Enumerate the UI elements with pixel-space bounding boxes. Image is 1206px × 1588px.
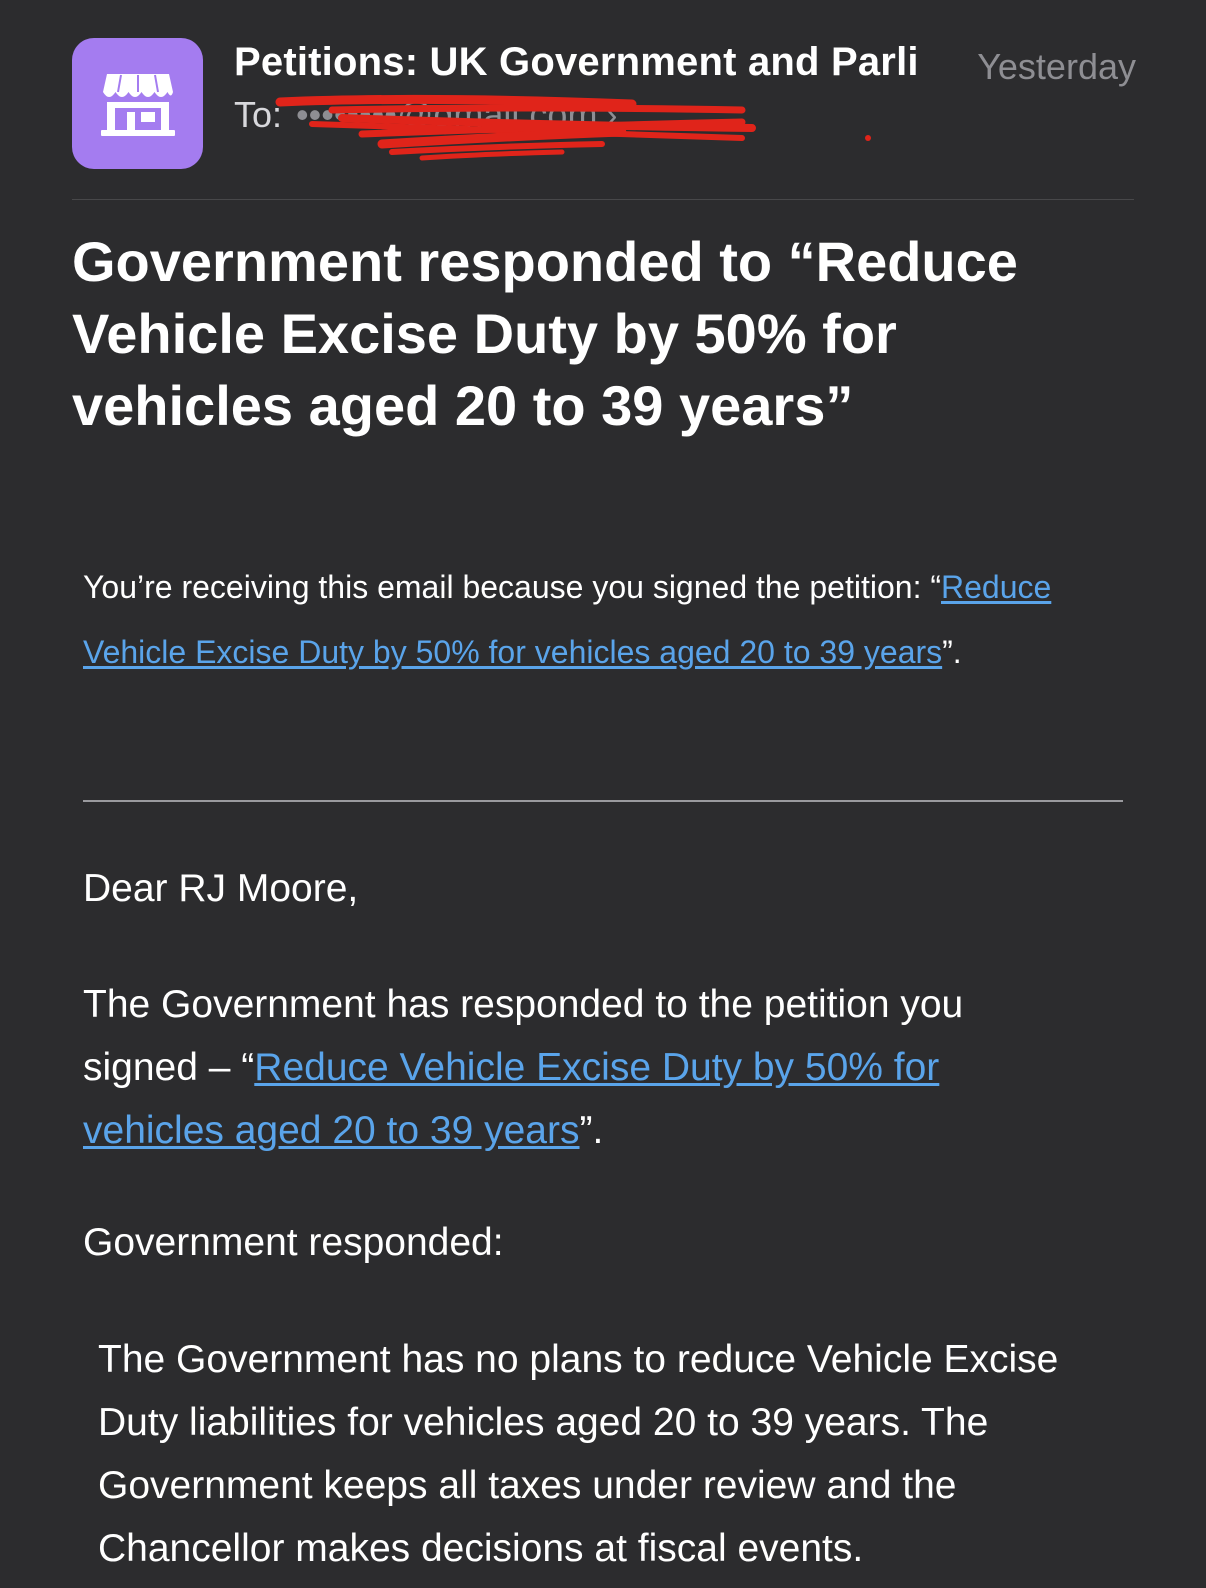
petition-link-2[interactable]: Reduce Vehicle Excise Duty by 50% for vehicles aged 20 to 39 years bbox=[83, 1046, 940, 1152]
response-notice bbox=[83, 973, 1083, 1162]
received-date: Yesterday bbox=[977, 46, 1136, 87]
recipient-row[interactable] bbox=[234, 94, 617, 136]
intro-text-after: ”. bbox=[942, 634, 962, 670]
email-subject: Government responded to “Reduce Vehicle Excise Duty by 50% for vehicles aged 20 to 39 years” bbox=[72, 230, 1018, 437]
email-body bbox=[83, 555, 1123, 1570]
section-divider bbox=[83, 800, 1123, 802]
to-label: To: bbox=[234, 94, 283, 135]
response-notice-after: ”. bbox=[579, 1109, 604, 1152]
intro-text bbox=[83, 555, 1123, 685]
email-header bbox=[72, 38, 1134, 200]
recipient-address[interactable]: ••••••••@gmail.com bbox=[296, 94, 598, 135]
greeting: Dear RJ Moore, bbox=[83, 867, 359, 910]
sender-name[interactable]: Petitions: UK Government and Parli bbox=[234, 40, 919, 84]
header-divider bbox=[72, 199, 1134, 200]
responded-label: Government responded: bbox=[83, 1221, 504, 1264]
response-notice-before: The Government has responded to the petition you signed – “ bbox=[83, 983, 964, 1089]
petition-link[interactable]: Reduce Vehicle Excise Duty by 50% for vehicles aged 20 to 39 years bbox=[83, 569, 1052, 670]
sender-avatar[interactable] bbox=[72, 38, 203, 169]
intro-text-before: You’re receiving this email because you signed the petition: “ bbox=[83, 569, 941, 605]
chevron-right-icon[interactable]: › bbox=[605, 94, 618, 135]
storefront-icon bbox=[101, 72, 175, 136]
government-response: The Government has no plans to reduce Vehicle Excise Duty liabilities for vehicles aged 20 to 39 years. The Government keeps all taxes under review and the Chancellor makes decisions at fiscal events. bbox=[98, 1338, 1059, 1570]
stray-mark bbox=[864, 134, 872, 142]
